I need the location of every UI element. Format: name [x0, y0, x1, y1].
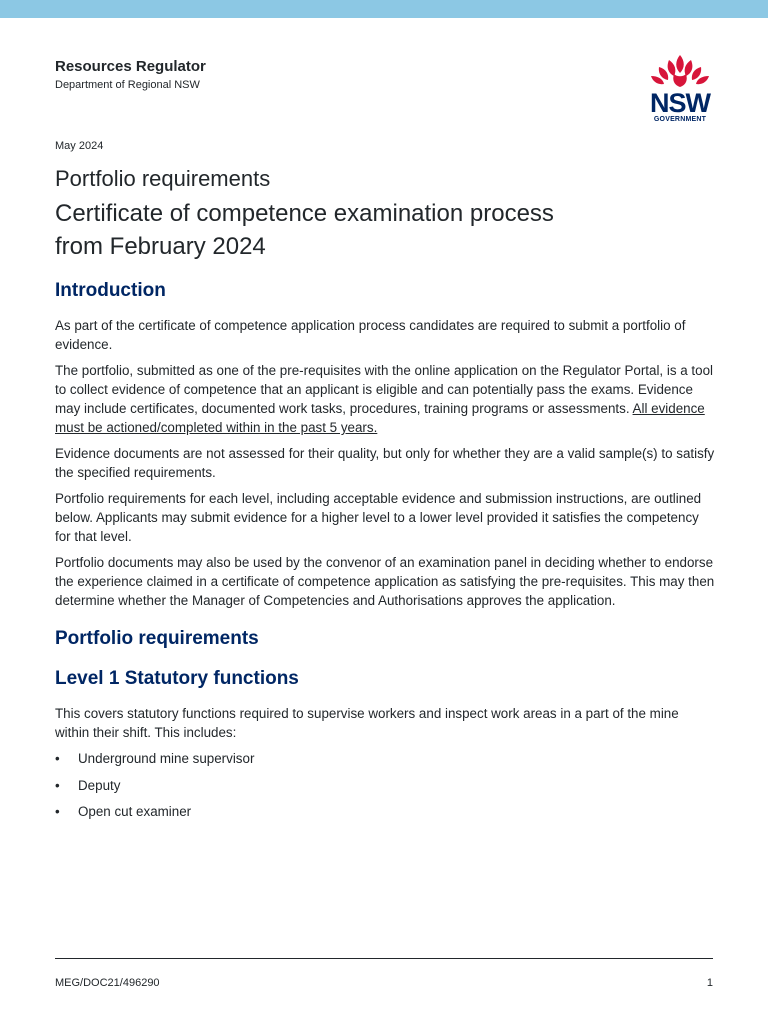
intro-paragraph-2: [55, 361, 715, 437]
title-subtitle-line1: Certificate of competence examination process: [55, 200, 554, 227]
list-item-label: Deputy: [78, 777, 121, 793]
portfolio-requirements-heading: Portfolio requirements: [55, 628, 259, 649]
footer-divider: [55, 958, 713, 959]
introduction-heading: Introduction: [55, 280, 166, 301]
list-item: [55, 802, 715, 821]
title-subtitle: [55, 197, 715, 263]
list-item-label: Open cut examiner: [78, 804, 192, 819]
intro-paragraph-2-text: The portfolio, submitted as one of the pre-requisites with the online application on the Regulator Portal, is a tool to collect evidence of competence that an applicant is eligible and can potentially pass the exams. Evidence may include certificates, documented work tasks, procedures, training programs or assessments.: [55, 363, 714, 416]
document-title: [55, 165, 715, 263]
bullet-icon: •: [55, 804, 60, 819]
org-name: Resources Regulator: [55, 58, 206, 75]
intro-paragraph-5: Portfolio documents may also be used by the convenor of an examination panel in deciding whether to endorse the experience claimed in a certificate of competence application as satisfying the pre-requisites. This may then determine whether the Manager of Competencies and Authorisations approves the application.: [55, 555, 715, 608]
bullet-icon: •: [55, 777, 60, 793]
intro-paragraph-4: Portfolio requirements for each level, including acceptable evidence and submission instructions, are outlined below. Applicants may submit evidence for a higher level to a lower level provided it satisfies the competency for that level.: [55, 491, 702, 544]
intro-paragraph-1: As part of the certificate of competence application process candidates are required to submit a portfolio of evidence.: [55, 318, 686, 352]
publication-date: May 2024: [55, 140, 104, 152]
page-number: 1: [706, 977, 713, 989]
title-subtitle-line2: from February 2024: [55, 233, 266, 260]
list-item: [55, 776, 715, 795]
level1-roles-list: [55, 749, 715, 821]
list-item: [55, 749, 715, 768]
nsw-government-wordmark: [646, 90, 714, 124]
logo-nsw-text: NSW: [650, 88, 710, 118]
document-reference: MEG/DOC21/496290: [55, 977, 160, 989]
department-name: Department of Regional NSW: [55, 79, 200, 91]
bullet-icon: •: [55, 751, 60, 766]
level1-intro: This covers statutory functions required to supervise workers and inspect work areas in a part of the mine within their shift. This includes:: [55, 706, 679, 740]
document-body: [55, 278, 715, 829]
top-accent-bar: [0, 0, 768, 18]
page-header: [55, 57, 206, 93]
list-item-label: Underground mine supervisor: [78, 751, 255, 766]
evidence-timeframe-note: All evidence must be actioned/completed within in the past 5 years.: [55, 401, 705, 435]
level1-heading: Level 1 Statutory functions: [55, 668, 299, 689]
logo-government-text: GOVERNMENT: [653, 116, 707, 123]
intro-paragraph-3: Evidence documents are not assessed for their quality, but only for whether they are a valid sample(s) to satisfy the specified requirements.: [55, 446, 715, 480]
title-main: Portfolio requirements: [55, 166, 271, 191]
